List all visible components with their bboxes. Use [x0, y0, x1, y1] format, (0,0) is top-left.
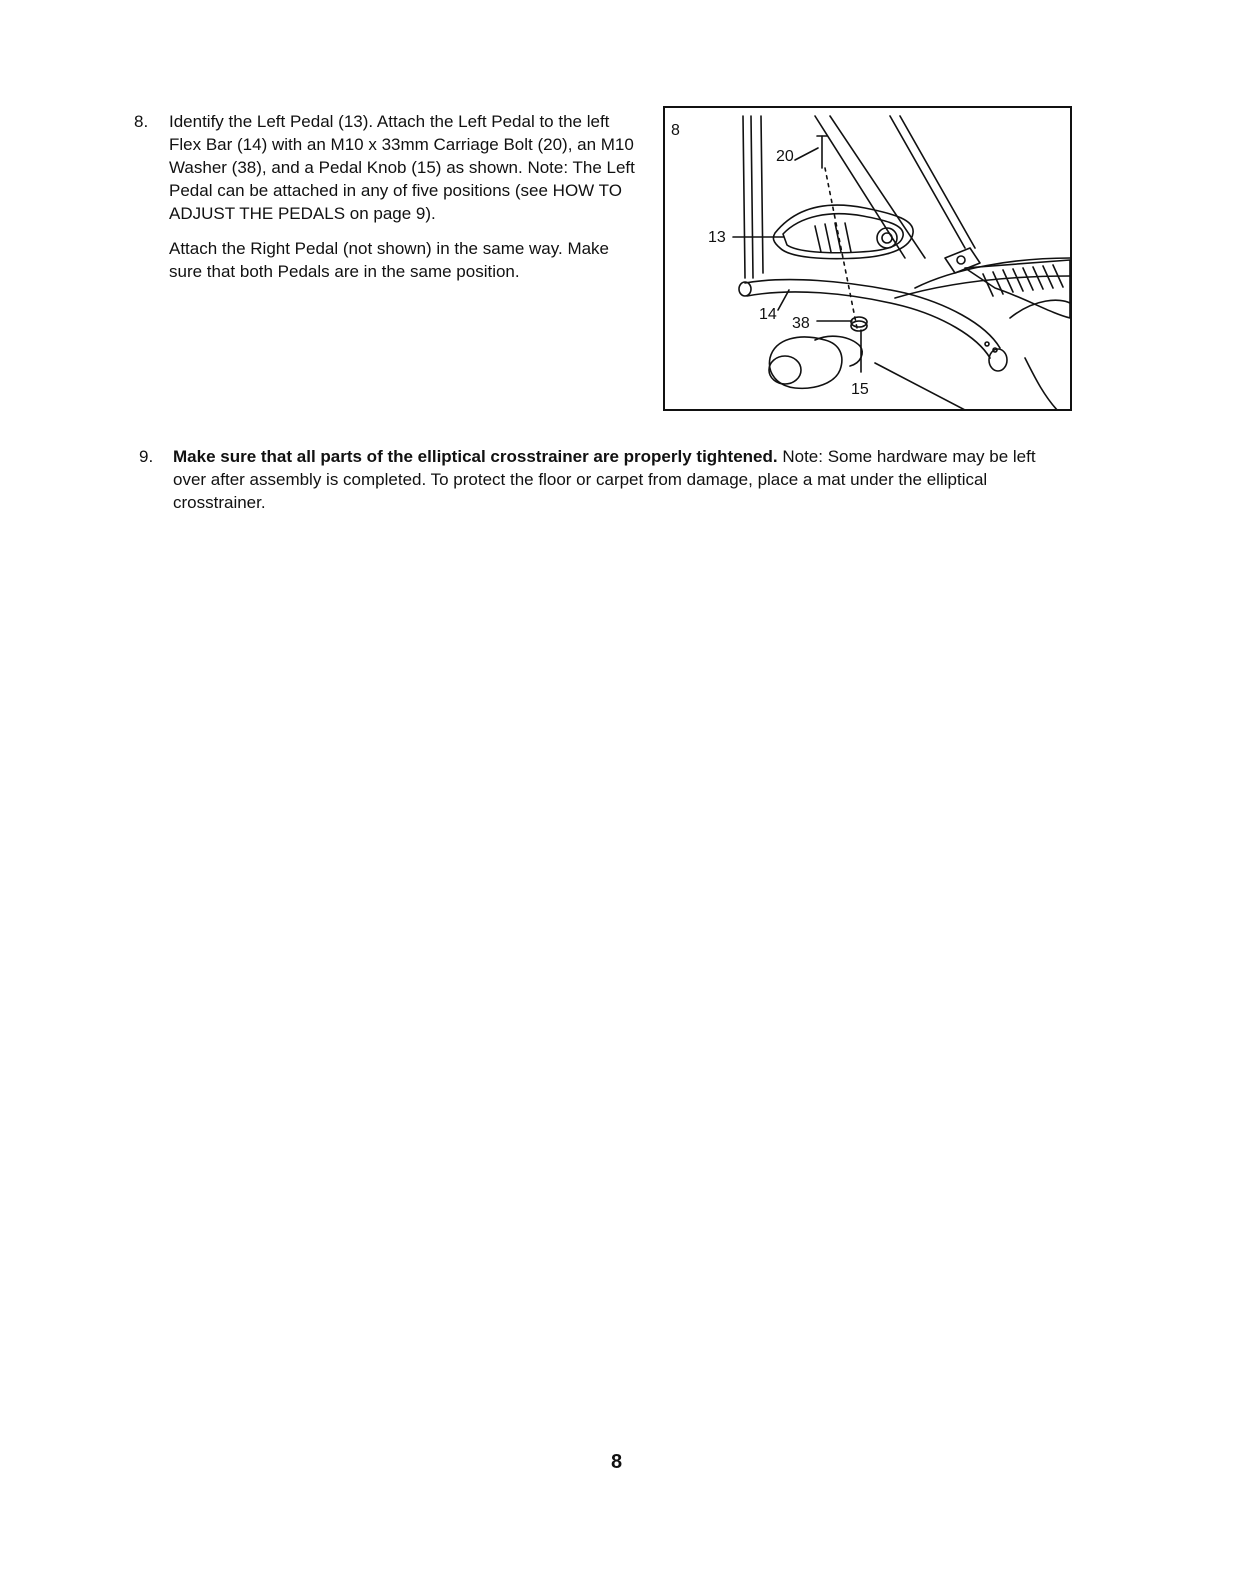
callout-13: 13	[708, 229, 726, 246]
step-body	[169, 110, 639, 283]
callout-14: 14	[759, 306, 777, 323]
callout-15: 15	[851, 381, 869, 398]
step-9-paragraph	[173, 445, 1063, 514]
step-number: 9.	[139, 447, 154, 466]
step-9-text: Note: Some hardware may be left over after assembly is completed. To protect the floor or carpet from damage, place a mat under the elliptical crosstrainer.	[173, 447, 1036, 512]
assembly-figure	[663, 106, 1072, 411]
pedal-assembly-illustration	[665, 108, 1072, 411]
step-number: 8.	[134, 112, 149, 131]
step-8-paragraph-1: Identify the Left Pedal (13). Attach the Left Pedal to the left Flex Bar (14) with an M10 x 33mm Carriage Bolt (20), an M10 Washer (38), and a Pedal Knob (15) as shown. Note: The Left Pedal can be attached in any of five positions (see HOW TO ADJUST THE PEDALS on page 9).	[169, 112, 635, 223]
step-body	[173, 445, 1063, 514]
figure-number: 8	[671, 122, 680, 139]
step-9-bold-text: Make sure that all parts of the elliptical crosstrainer are properly tightened.	[173, 447, 778, 466]
step-8-paragraph-2: Attach the Right Pedal (not shown) in the same way. Make sure that both Pedals are in the same position.	[169, 239, 610, 281]
page-number: 8	[610, 1451, 623, 1473]
callout-20: 20	[776, 148, 794, 165]
callout-38: 38	[792, 315, 810, 332]
